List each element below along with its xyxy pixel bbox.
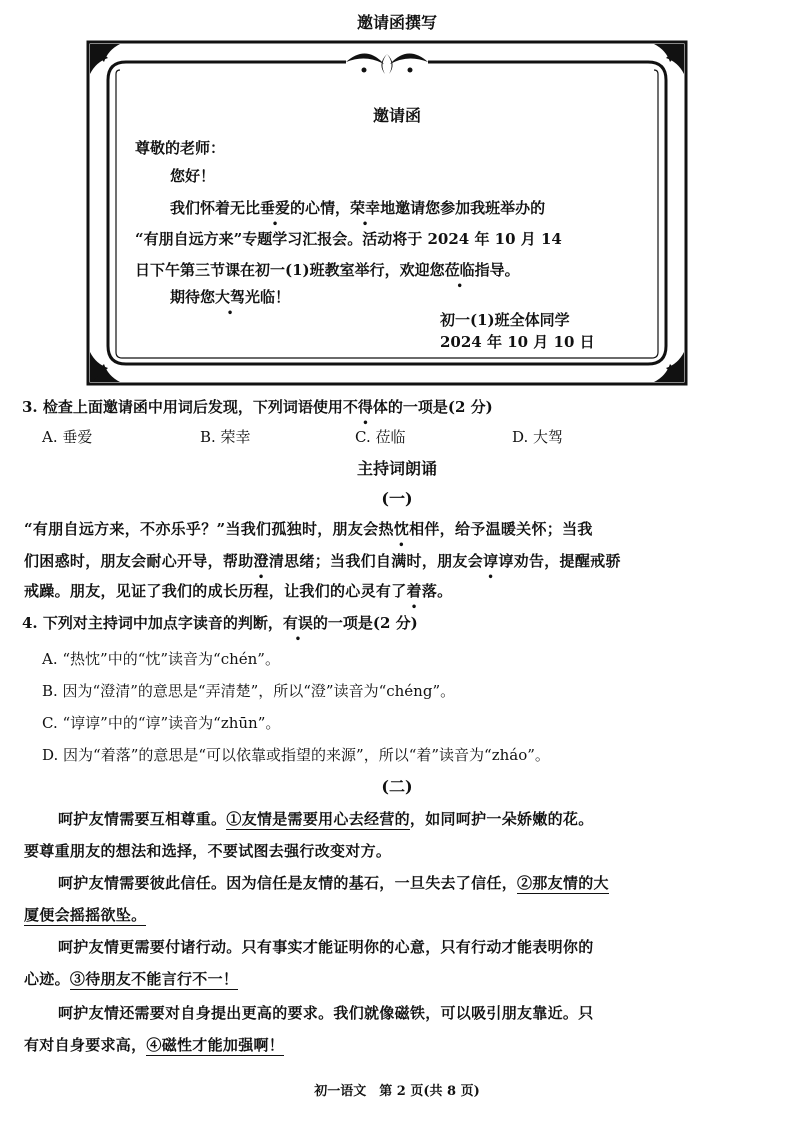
part-1-label: (一)	[381, 489, 413, 508]
invitation-closing: 期待您大驾光临！	[170, 288, 291, 306]
invitation-salutation: 尊敬的老师：	[135, 139, 226, 157]
emph-cheng: 澄	[253, 552, 269, 570]
underline-3: ③待朋友不能言行不一！	[69, 970, 239, 988]
q4-option-a: A. “热忱”中的“忱”读音为“chén”。	[42, 650, 280, 668]
q4-option-b: B. 因为“澄清”的意思是“弄清楚”，所以“澄”读音为“chéng”。	[42, 682, 456, 700]
invitation-body-line2: “有朋自远方来”专题学习汇报会。活动将于 2024 年 10 月 14	[135, 230, 562, 248]
p3-line2: 心迹。③待朋友不能言行不一！	[24, 970, 239, 988]
question-4-stem: 4. 下列对主持词中加点字读音的判断，有误的一项是(2 分)	[22, 614, 418, 632]
section-title-host: 主持词朗诵	[356, 459, 437, 478]
page-footer: 初一语文 第 2 页(共 8 页)	[314, 1084, 480, 1099]
q4-option-d: D. 因为“着落”的意思是“可以依靠或指望的来源”，所以“着”读音为“zháo”。	[42, 746, 550, 764]
host-para-line1: “有朋自远方来，不亦乐乎？”当我们孤独时，朋友会热忱相伴，给予温暖关怀；当我	[24, 520, 593, 538]
host-para-line3: 戒躁。朋友，见证了我们的成长历程，让我们的心灵有了着落。	[24, 582, 453, 600]
part-2-label: (二)	[381, 777, 413, 796]
q3-emph: 不得体	[342, 398, 388, 416]
q3-option-d: D. 大驾	[512, 428, 564, 446]
emph-chen: 忱	[393, 520, 410, 538]
emph-zhun: 谆	[483, 552, 499, 570]
p3-line1: 呵护友情更需要付诸行动。只有事实才能证明你的心意，只有行动才能表明你的	[58, 938, 594, 956]
q4-emph: 有误	[282, 614, 313, 632]
p1-line1: 呵护友情需要互相尊重。①友情是需要用心去经营的，如同呵护一朵娇嫩的花。	[58, 810, 594, 828]
q3-option-b: B. 荣幸	[200, 428, 251, 446]
invitation-body-line1: 我们怀着无比垂爱的心情，荣幸地邀请您参加我班举办的	[170, 199, 546, 217]
emph-zhao: 着	[406, 582, 422, 600]
p2-line2	[24, 900, 146, 930]
underline-1: ①友情是需要用心去经营的	[226, 810, 410, 828]
p1-line2: 要尊重朋友的想法和选择，不要试图去强行改变对方。	[24, 842, 392, 860]
invitation-body-line3: 日下午第三节课在初一(1)班教室举行，欢迎您莅临指导。	[135, 261, 520, 279]
p4-line2: 有对自身要求高，④磁性才能加强啊！	[24, 1036, 285, 1054]
invitation-greeting: 您好！	[170, 167, 216, 185]
underline-2a: ②那友情的大	[517, 874, 609, 892]
emph-lilin: 莅临	[444, 261, 475, 279]
p4-line1: 呵护友情还需要对自身提出更高的要求。我们就像磁铁，可以吸引朋友靠近。只	[58, 1004, 594, 1022]
ornament-top-icon	[346, 53, 428, 74]
question-3-stem: 3. 检查上面邀请函中用词后发现，下列词语使用不得体的一项是(2 分)	[22, 398, 493, 416]
emph-rongxing: 荣幸	[350, 199, 381, 217]
invitation-date: 2024 年 10 月 10 日	[440, 333, 595, 351]
invitation-signer: 初一(1)班全体同学	[440, 311, 570, 329]
host-para-line2: 们困惑时，朋友会耐心开导，帮助澄清思绪；当我们自满时，朋友会谆谆劝告，提醒戒骄	[24, 552, 621, 570]
emph-dajia: 大驾	[215, 288, 246, 306]
invitation-title: 邀请函	[372, 106, 421, 125]
q3-option-a: A. 垂爱	[42, 428, 93, 446]
q4-option-c: C. “谆谆”中的“谆”读音为“zhūn”。	[42, 714, 281, 732]
section-title-invitation: 邀请函撰写	[356, 13, 437, 32]
underline-2b: 厦便会摇摇欲坠。	[24, 906, 147, 924]
emph-chuiai: 垂爱	[260, 199, 291, 217]
underline-4: ④磁性才能加强啊！	[146, 1036, 285, 1054]
p2-line1: 呵护友情需要彼此信任。因为信任是友情的基石，一旦失去了信任，②那友情的大	[58, 874, 609, 892]
q3-option-c: C. 莅临	[355, 428, 406, 446]
